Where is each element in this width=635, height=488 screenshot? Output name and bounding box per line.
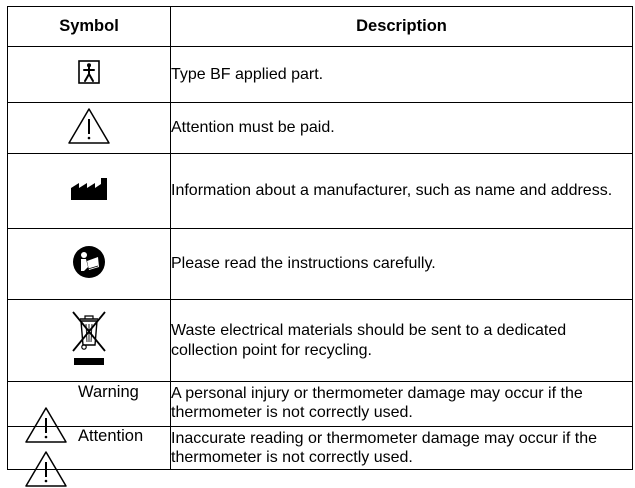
symbol-table (7, 6, 633, 470)
table-row (8, 229, 633, 300)
table-row (8, 103, 633, 154)
symbol-cell (8, 382, 171, 427)
description-column-header: Description (171, 7, 633, 47)
description-cell: Inaccurate reading or thermometer damage may occur if the thermometer is not correctly used. (171, 427, 633, 470)
description-cell: Please read the instructions carefully. (171, 229, 633, 300)
description-cell: Information about a manufacturer, such as name and address. (171, 154, 633, 229)
type-bf-applied-part-icon (78, 60, 100, 84)
table-row (8, 300, 633, 382)
symbol-cell (8, 229, 171, 300)
table-row (8, 382, 633, 427)
description-cell: Waste electrical materials should be sent to a dedicated collection point for recycling. (171, 300, 633, 382)
table-header-row (8, 7, 633, 47)
read-instructions-icon (72, 245, 106, 279)
description-cell: Type BF applied part. (171, 47, 633, 103)
symbol-cell (8, 300, 171, 382)
symbol-cell (8, 47, 171, 103)
attention-label: Attention (78, 427, 144, 445)
warning-triangle-icon (24, 406, 68, 444)
attention-triangle-icon (24, 450, 68, 488)
table-row (8, 154, 633, 229)
symbol-column-header: Symbol (8, 7, 171, 47)
warning-label: Warning (78, 383, 139, 401)
attention-triangle-icon (67, 107, 111, 145)
description-cell: Attention must be paid. (171, 103, 633, 154)
table-row (8, 47, 633, 103)
description-cell: A personal injury or thermometer damage may occur if the thermometer is not correctly used. (171, 382, 633, 427)
symbol-cell (8, 154, 171, 229)
manufacturer-factory-icon (70, 177, 108, 201)
weee-crossed-bin-icon (69, 309, 109, 367)
symbol-cell (8, 103, 171, 154)
table-row (8, 427, 633, 470)
